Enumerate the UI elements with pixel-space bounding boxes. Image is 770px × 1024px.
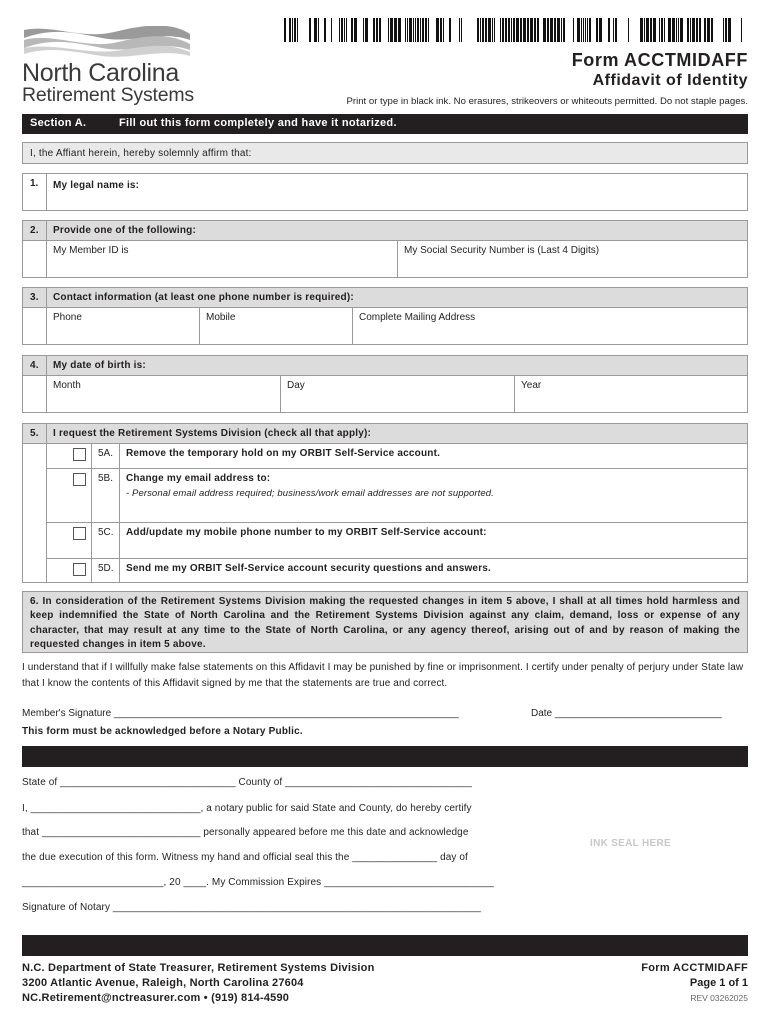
item-4-label: My date of birth is: — [53, 360, 146, 371]
option-5a — [47, 444, 747, 468]
date-line[interactable]: Date ______________________________ — [531, 708, 722, 719]
option-id: 5C. — [91, 523, 120, 558]
mobile-field[interactable]: Mobile — [199, 308, 352, 344]
option-5c — [47, 522, 747, 558]
option-5b-checkbox[interactable] — [73, 473, 86, 486]
item-number-spacer — [23, 241, 47, 278]
birth-month-field[interactable]: Month — [53, 380, 81, 391]
item-3-header — [23, 288, 747, 308]
affirm-statement: I, the Affiant herein, hereby solemnly affirm that: — [22, 142, 748, 164]
item-number-spacer — [23, 444, 47, 583]
mailing-address-field[interactable]: Complete Mailing Address — [352, 308, 747, 344]
phone-field[interactable]: Phone — [53, 312, 82, 323]
footer-dept: N.C. Department of State Treasurer, Retirement Systems Division — [22, 962, 375, 974]
item-2-box — [22, 220, 748, 278]
option-id: 5A. — [91, 444, 120, 468]
perjury-statement: I understand that if I willfully make false statements on this Affidavit I may be punished by fine or imprisonment. I certify under penalty of perjury under State law that I know the contents of this Affidavit signed by me that the statements are true and correct. — [22, 662, 744, 689]
option-5d-checkbox[interactable] — [73, 563, 86, 576]
item-number-spacer — [23, 376, 47, 413]
item-5-header — [23, 424, 747, 444]
notary-appeared-line[interactable]: that ____________________________ personally appeared before me this date and acknowledge — [22, 827, 469, 838]
item-2-label: Provide one of the following: — [53, 225, 197, 236]
form-barcode — [284, 18, 746, 42]
option-5d — [47, 558, 747, 583]
item-number: 5. — [23, 424, 47, 443]
section-label: Section A. — [30, 117, 87, 129]
item-number: 2. — [23, 221, 47, 240]
option-5b-note: - Personal email address required; business/work email addresses are not supported. — [126, 488, 494, 499]
item-3-label: Contact information (at least one phone number is required): — [53, 292, 354, 303]
item-4-header — [23, 356, 747, 376]
member-id-field[interactable]: My Member ID is — [53, 245, 129, 256]
notary-acknowledgement-note: This form must be acknowledged before a Notary Public. — [22, 726, 303, 737]
footer-page-number: Page 1 of 1 — [689, 977, 748, 989]
ssn-last4-field[interactable]: My Social Security Number is (Last 4 Digits) — [397, 241, 747, 277]
notary-divider-bar — [22, 746, 748, 767]
item-4-box — [22, 355, 748, 413]
option-5c-checkbox[interactable] — [73, 527, 86, 540]
section-a-bar — [22, 114, 748, 134]
item-5-label: I request the Retirement Systems Division (check all that apply): — [53, 428, 372, 439]
item-number: 1. — [23, 174, 47, 210]
item-number: 3. — [23, 288, 47, 307]
item-number-spacer — [23, 308, 47, 345]
footer-divider-bar — [22, 935, 748, 956]
org-subname: Retirement Systems — [22, 84, 194, 106]
option-id: 5B. — [91, 469, 120, 522]
item-6-indemnity: 6. In consideration of the Retirement Systems Division making the requested changes in item 5 above, I shall at all times hold harmless and keep indemnified the State of North Carolina and the Retirement Systems Division against any claim, demand, loss or expense of any character, that may result at any time to the State of North Carolina, or any agency thereof, arising out of and by reason of making the requested changes in item 5 above. — [22, 591, 748, 653]
footer-contact — [22, 961, 375, 1006]
ink-seal-placeholder: INK SEAL HERE — [590, 838, 671, 849]
section-instruction: Fill out this form completely and have it notarized. — [119, 117, 397, 129]
notary-name-line[interactable]: I, ______________________________, a notary public for said State and County, do hereby certify — [22, 803, 472, 814]
option-5b-label: Change my email address to: — [126, 473, 271, 484]
legal-name-field[interactable] — [22, 173, 748, 211]
legal-name-label: My legal name is: — [53, 180, 140, 191]
item-3-box — [22, 287, 748, 345]
birth-year-field[interactable]: Year — [514, 376, 747, 412]
member-signature-line[interactable]: Member's Signature ______________________________________________________________ — [22, 708, 459, 719]
notary-commission-line[interactable]: _________________________, 20 ____. My Commission Expires ______________________________ — [22, 877, 494, 888]
org-name: North Carolina — [22, 59, 179, 87]
instructions: Print or type in black ink. No erasures, strikeovers or whiteouts permitted. Do not staple pages. — [346, 96, 748, 107]
item-5-box — [22, 423, 748, 583]
form-subtitle: Affidavit of Identity — [592, 72, 748, 89]
birth-day-field[interactable]: Day — [280, 376, 514, 412]
option-5c-label: Add/update my mobile phone number to my ORBIT Self-Service account: — [126, 527, 487, 538]
notary-signature-line[interactable]: Signature of Notary _________________________________________________________________ — [22, 902, 481, 913]
item-number: 4. — [23, 356, 47, 375]
footer-form-info — [641, 961, 748, 1005]
footer-revision: REV 03262025 — [690, 993, 748, 1003]
option-5d-label: Send me my ORBIT Self-Service account security questions and answers. — [126, 563, 492, 574]
option-5a-checkbox[interactable] — [73, 448, 86, 461]
item-2-header — [23, 221, 747, 241]
form-title: Form ACCTMIDAFF — [571, 50, 748, 70]
footer-email-phone: NC.Retirement@nctreasurer.com • (919) 814-4590 — [22, 992, 290, 1004]
option-id: 5D. — [91, 559, 120, 583]
notary-day-line[interactable]: the due execution of this form. Witness my hand and official seal this the _______________ day of — [22, 852, 468, 863]
option-5b — [47, 468, 747, 522]
footer-address: 3200 Atlantic Avenue, Raleigh, North Carolina 27604 — [22, 977, 304, 989]
option-5a-label: Remove the temporary hold on my ORBIT Self-Service account. — [126, 448, 441, 459]
footer-form-name: Form ACCTMIDAFF — [641, 962, 748, 974]
notary-state-county-line[interactable]: State of _______________________________ County of _________________________________ — [22, 777, 472, 788]
